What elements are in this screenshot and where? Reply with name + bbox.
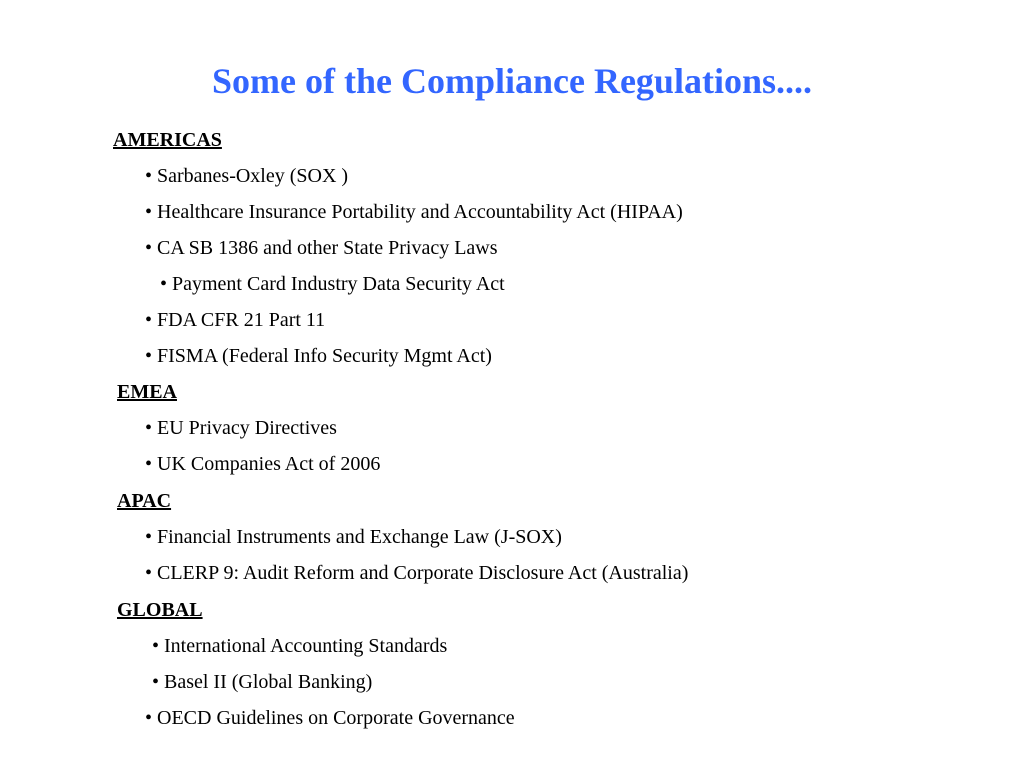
- list-item-clerp-9: • CLERP 9: Audit Reform and Corporate Disclosure Act (Australia): [145, 562, 689, 584]
- list-item-eu-privacy: • EU Privacy Directives: [145, 417, 337, 439]
- list-item-basel-ii: • Basel II (Global Banking): [152, 671, 373, 693]
- section-heading-americas: AMERICAS: [113, 129, 222, 151]
- list-item-hipaa: • Healthcare Insurance Portability and Accountability Act (HIPAA): [145, 201, 683, 223]
- list-item-ca-sb-1386: • CA SB 1386 and other State Privacy Laws: [145, 237, 498, 259]
- list-item-pci: • Payment Card Industry Data Security Act: [160, 273, 505, 295]
- list-item-fisma: • FISMA (Federal Info Security Mgmt Act): [145, 345, 492, 367]
- list-item-j-sox: • Financial Instruments and Exchange Law (J-SOX): [145, 526, 562, 548]
- section-heading-global: GLOBAL: [117, 599, 203, 621]
- section-heading-emea: EMEA: [117, 381, 177, 403]
- list-item-uk-companies-act: • UK Companies Act of 2006: [145, 453, 381, 475]
- list-item-ias: • International Accounting Standards: [152, 635, 448, 657]
- slide-title: Some of the Compliance Regulations....: [212, 61, 812, 101]
- section-heading-apac: APAC: [117, 490, 172, 512]
- list-item-oecd: • OECD Guidelines on Corporate Governance: [145, 707, 515, 729]
- list-item-sox: • Sarbanes-Oxley (SOX ): [145, 165, 349, 187]
- list-item-fda-cfr: • FDA CFR 21 Part 11: [145, 309, 326, 331]
